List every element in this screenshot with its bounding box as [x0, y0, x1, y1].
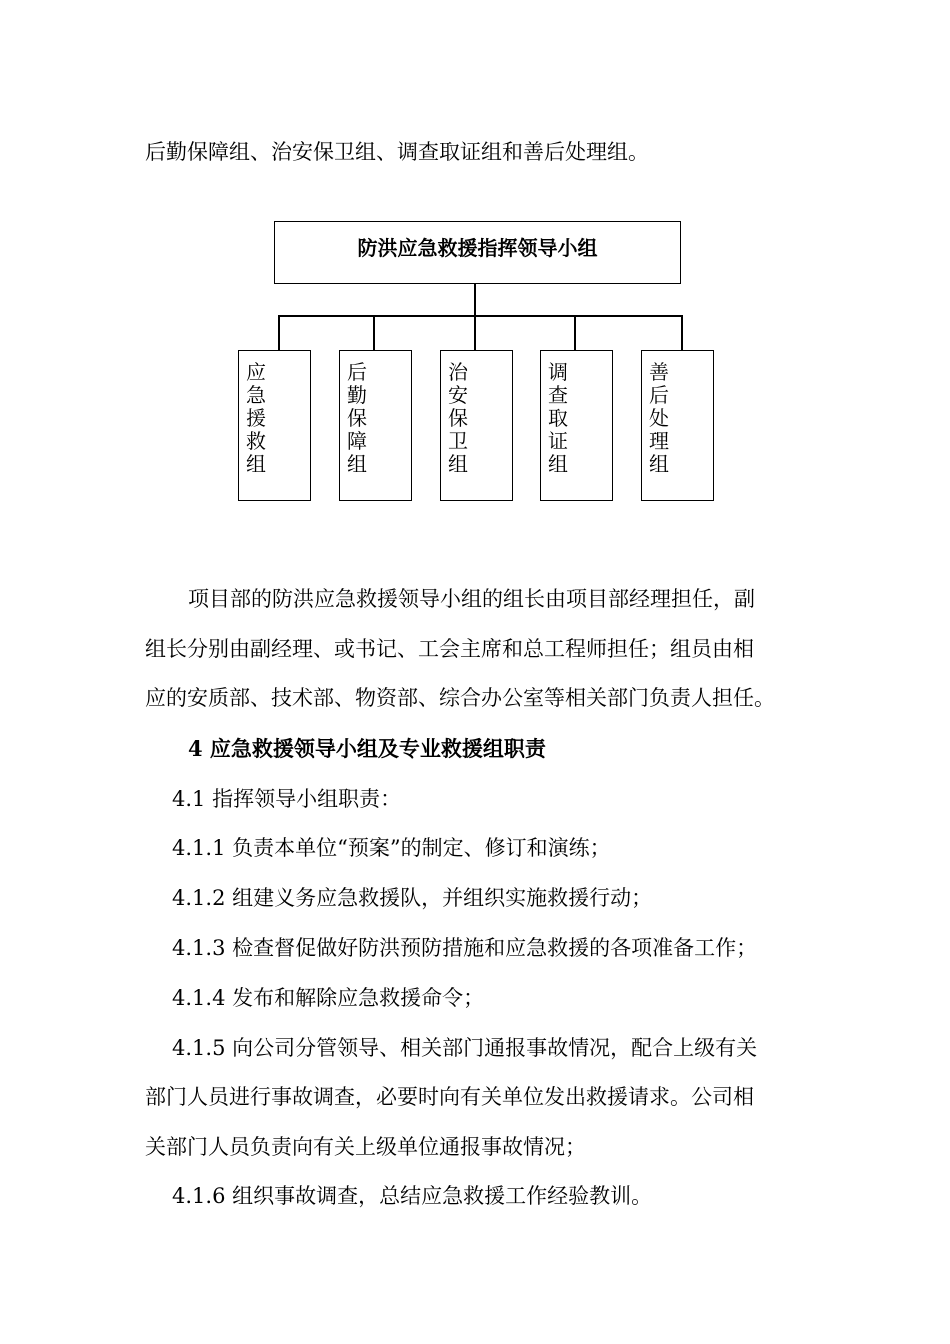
intro-line: 后勤保障组、治安保卫组、调查取证组和善后处理组。 — [145, 140, 649, 164]
org-group-box-4 — [540, 350, 613, 501]
org-group-box-5 — [641, 350, 714, 501]
paragraph-leader-line-2: 组长分别由副经理、或书记、工会主席和总工程师担任；组员由相 — [145, 637, 754, 661]
item-4-1-4: 4.1.4 发布和解除应急救援命令； — [172, 986, 485, 1010]
paragraph-leader-line-1: 项目部的防洪应急救援领导小组的组长由项目部经理担任，副 — [188, 587, 755, 611]
org-group-label-3: 治安保卫组 — [448, 360, 468, 476]
org-root-box: 防洪应急救援指挥领导小组 — [274, 221, 681, 284]
org-group-label-2: 后勤保障组 — [347, 360, 367, 476]
connector-drop-2 — [373, 315, 375, 350]
org-group-box-1 — [238, 350, 311, 501]
org-group-label-1: 应急援救组 — [246, 360, 266, 476]
item-4-1-5-line-2: 部门人员进行事故调查，必要时向有关单位发出救援请求。公司相 — [145, 1085, 754, 1109]
connector-trunk — [474, 284, 476, 315]
org-group-label-4: 调查取证组 — [548, 360, 568, 476]
org-group-box-3 — [440, 350, 513, 501]
org-group-label-5: 善后处理组 — [649, 360, 669, 476]
section-4-1-heading: 4.1 指挥领导小组职责： — [172, 787, 402, 811]
item-4-1-3: 4.1.3 检查督促做好防洪预防措施和应急救援的各项准备工作； — [172, 936, 758, 960]
section-4-heading: 4 应急救援领导小组及专业救援组职责 — [188, 736, 546, 761]
paragraph-leader-line-3: 应的安质部、技术部、物资部、综合办公室等相关部门负责人担任。 — [145, 686, 775, 710]
connector-drop-5 — [681, 315, 683, 350]
item-4-1-5-line-1: 4.1.5 向公司分管领导、相关部门通报事故情况，配合上级有关 — [172, 1036, 758, 1060]
connector-drop-3 — [474, 315, 476, 350]
item-4-1-6: 4.1.6 组织事故调查，总结应急救援工作经验教训。 — [172, 1184, 653, 1208]
item-4-1-2: 4.1.2 组建义务应急救援队，并组织实施救援行动； — [172, 886, 653, 910]
org-group-box-2 — [339, 350, 412, 501]
connector-bar — [278, 315, 682, 317]
org-chart — [0, 0, 950, 520]
item-4-1-5-line-3: 关部门人员负责向有关上级单位通报事故情况； — [145, 1135, 586, 1159]
connector-drop-1 — [278, 315, 280, 350]
item-4-1-1: 4.1.1 负责本单位“预案”的制定、修订和演练； — [172, 836, 611, 860]
connector-drop-4 — [574, 315, 576, 350]
